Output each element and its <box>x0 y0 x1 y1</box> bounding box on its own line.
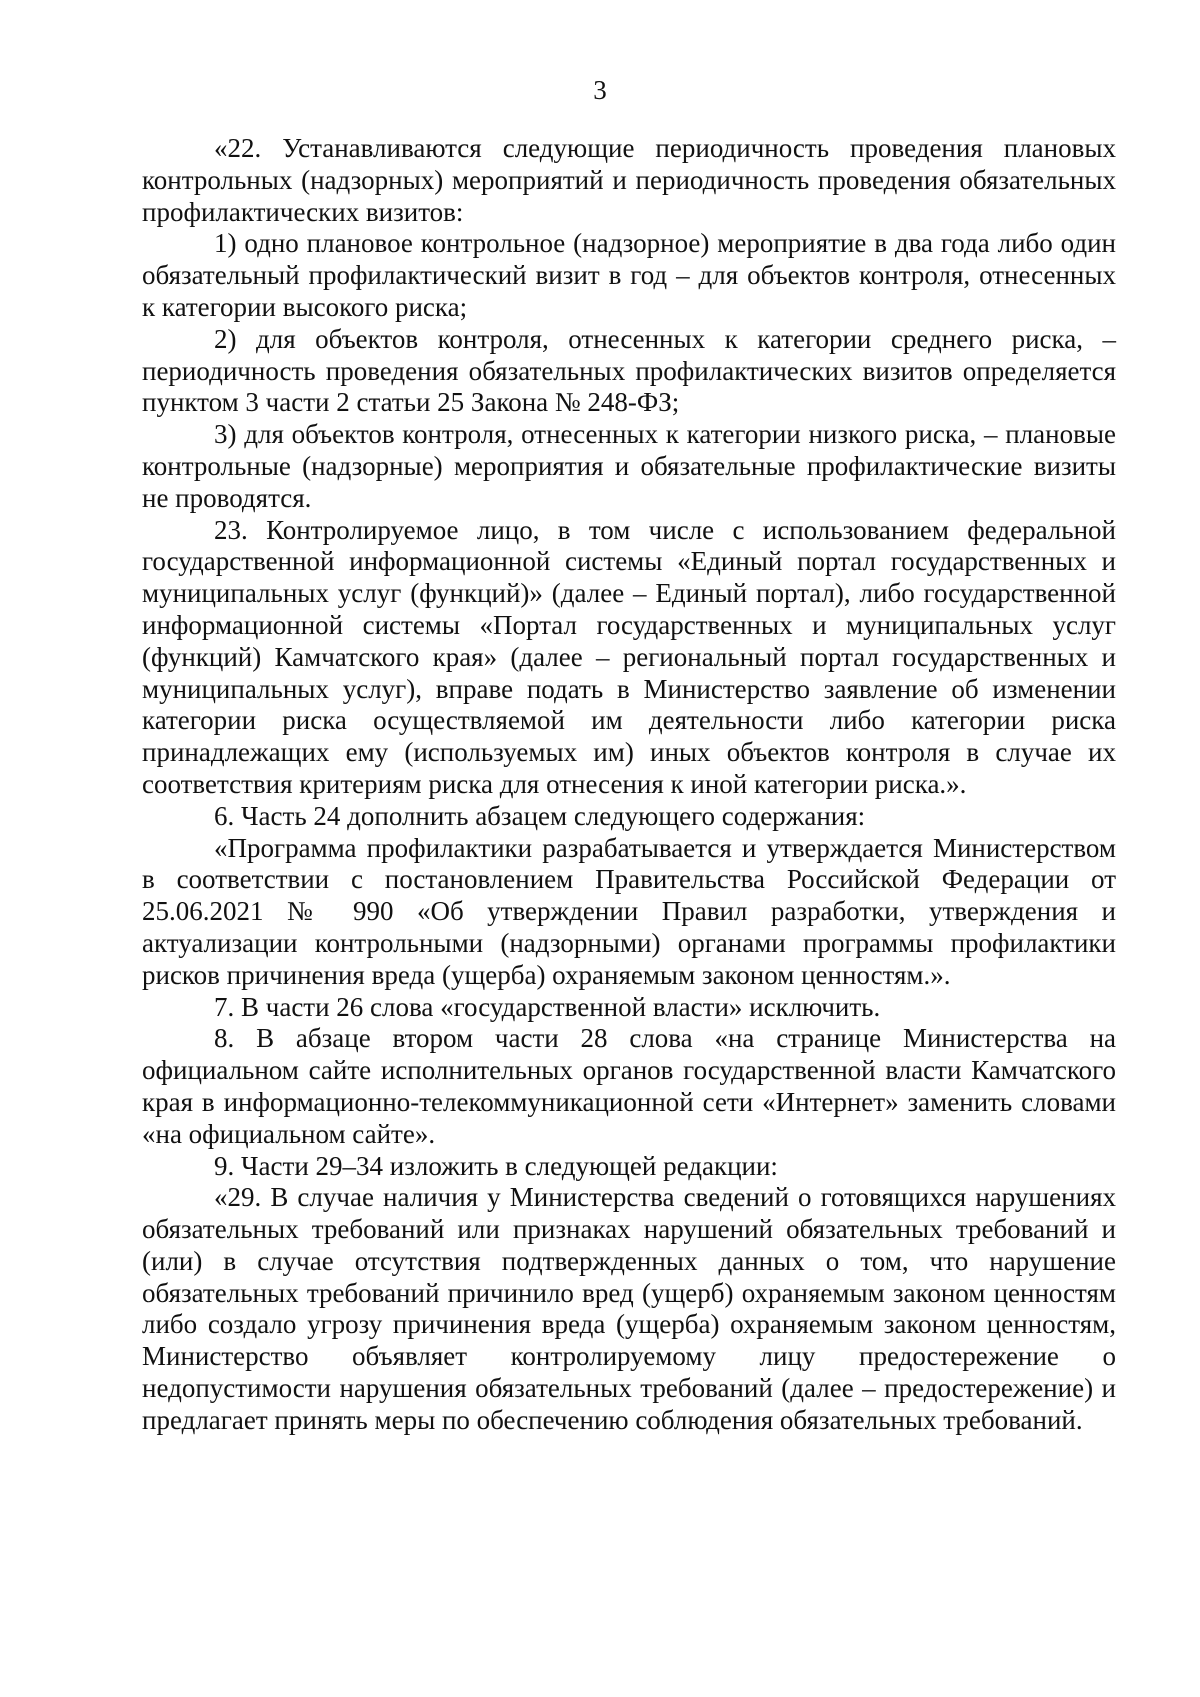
amendment-9: 9. Части 29–34 изложить в следующей редакции: <box>214 1150 778 1181</box>
paragraph-22-item-3: 3) для объектов контроля, отнесенных к категории низкого риска, – плановые контрольные (надзорные) мероприятия и обязательные профилактические визиты не проводятся. <box>142 419 1116 513</box>
paragraph-22: «22. Устанавливаются следующие периодичность проведения плановых контрольных (надзорных) мероприятий и периодичность проведения обязательных профилактических визитов: <box>142 133 1116 227</box>
paragraph-22-item-1: 1) одно плановое контрольное (надзорное) мероприятие в два года либо один обязательный профилактический визит в год – для объектов контроля, отнесенных к категории высокого риска; <box>142 228 1116 322</box>
document-body <box>142 133 1116 1437</box>
paragraph-22-item-2: 2) для объектов контроля, отнесенных к категории среднего риска, – периодичность проведения обязательных профилактических визитов определяется пунктом 3 части 2 статьи 25 Закона № 248-ФЗ; <box>142 323 1116 418</box>
amendment-6-text: «Программа профилактики разрабатывается и утверждается Министерством в соответствии с постановлением Правительства Российской Федерации от 25.06.2021 № 990 «Об утверждении Правил разработки, утверждения и актуализации контрольными (надзорными) органами программы профилактики рисков причинения вреда (ущерба) охраняемым законом ценностям.». <box>142 832 1116 990</box>
amendment-7: 7. В части 26 слова «государственной власти» исключить. <box>214 991 881 1022</box>
paragraph-23: 23. Контролируемое лицо, в том числе с использованием федеральной государственной информационной системы «Единый портал государственных и муниципальных услуг (функций)» (далее – Единый портал), либо государственной информационной системы «Портал государственных и муниципальных услуг (функций) Камчатского края» (далее – региональный портал государственных и муниципальных услуг), вправе подать в Министерство заявление об изменении категории риска осуществляемой им деятельности либо категории риска принадлежащих ему (используемых им) иных объектов контроля в случае их соответствия критериям риска для отнесения к иной категории риска.». <box>142 514 1116 799</box>
page-number: 3 <box>593 75 607 105</box>
amendment-8: 8. В абзаце втором части 28 слова «на странице Министерства на официальном сайте исполнительных органов государственной власти Камчатского края в информационно-телекоммуникационной сети «Интернет» заменить словами «на официальном сайте». <box>142 1023 1116 1149</box>
amendment-6: 6. Часть 24 дополнить абзацем следующего содержания: <box>214 800 866 831</box>
paragraph-29: «29. В случае наличия у Министерства сведений о готовящихся нарушениях обязательных требований или признаках нарушений обязательных требований и (или) в случае отсутствия подтвержденных данных о том, что нарушение обязательных требований причинило вред (ущерб) охраняемым законом ценностям либо создало угрозу причинения вреда (ущерба) охраняемым законом ценностям, Министерство объявляет контролируемому лицу предостережение о недопустимости нарушения обязательных требований (далее – предостережение) и предлагает принять меры по обеспечению соблюдения обязательных требований. <box>142 1182 1116 1435</box>
